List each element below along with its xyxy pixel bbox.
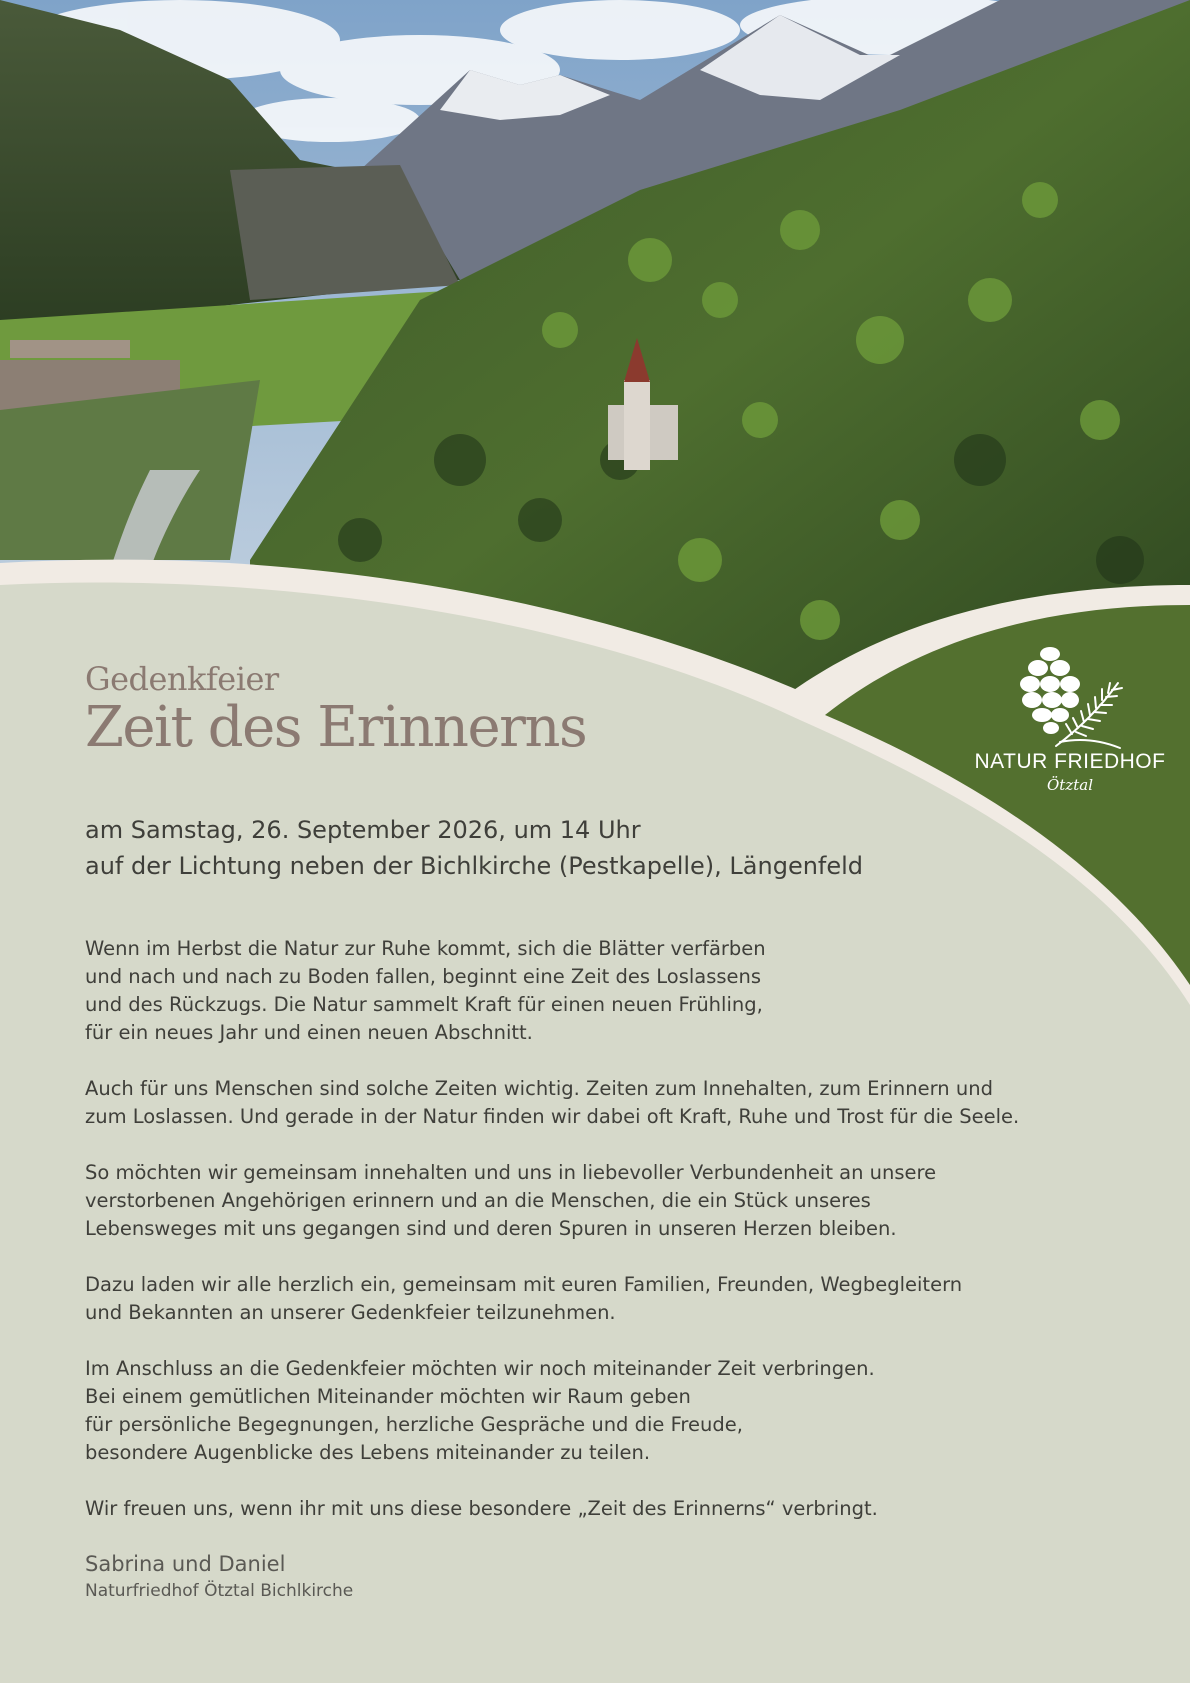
page-title: Zeit des Erinnerns (85, 695, 587, 760)
paragraph: Dazu laden wir alle herzlich ein, gemeinsam mit euren Familien, Freunden, Wegbegleitern und Bekannten an unserer Gedenkfeier teilzunehmen. (85, 1273, 963, 1324)
paragraph: Wir freuen uns, wenn ihr mit uns diese besondere „Zeit des Erinnerns“ verbringt. (85, 1497, 878, 1520)
pine-cone-icon (960, 638, 1180, 753)
paragraph: Auch für uns Menschen sind solche Zeiten wichtig. Zeiten zum Innehalten, zum Erinnern und zum Loslassen. Und gerade in der Natur finden wir dabei oft Kraft, Ruhe und Trost für die Seele. (85, 1077, 1020, 1128)
signature-name: Sabrina und Daniel (85, 1552, 286, 1576)
event-kicker: Gedenkfeier (85, 660, 279, 698)
paragraph: So möchten wir gemeinsam innehalten und uns in liebevoller Verbundenheit an unsere verstorbenen Angehörigen erinnern und an die Menschen, die ein Stück unseres Lebensweges mit uns gegangen sind und deren Spuren in unseren Herzen bleiben. (85, 1161, 937, 1240)
event-location: auf der Lichtung neben der Bichlkirche (Pestkapelle), Längenfeld (85, 852, 864, 880)
event-date: am Samstag, 26. September 2026, um 14 Uhr (85, 816, 641, 844)
invitation-text (85, 935, 1125, 1551)
paragraph: Wenn im Herbst die Natur zur Ruhe kommt, sich die Blätter verfärben und nach und nach zu Boden fallen, beginnt eine Zeit des Loslassens und des Rückzugs. Die Natur sammelt Kraft für einen neuen Frühling, für ein neues Jahr und einen neuen Abschnitt. (85, 937, 766, 1044)
logo-wordmark: NATUR FRIEDHOF (974, 750, 1166, 773)
event-details (85, 812, 863, 884)
paragraph: Im Anschluss an die Gedenkfeier möchten wir noch miteinander Zeit verbringen. Bei einem gemütlichen Miteinander möchten wir Raum geben für persönliche Begegnungen, herzliche Gespräche und die Freude, besondere Augenblicke des Lebens miteinander zu teilen. (85, 1357, 875, 1464)
naturfriedhof-logo (960, 638, 1180, 798)
signature-organization: Naturfriedhof Ötztal Bichlkirche (85, 1581, 354, 1601)
logo-subtitle: Ötztal (1047, 776, 1093, 794)
